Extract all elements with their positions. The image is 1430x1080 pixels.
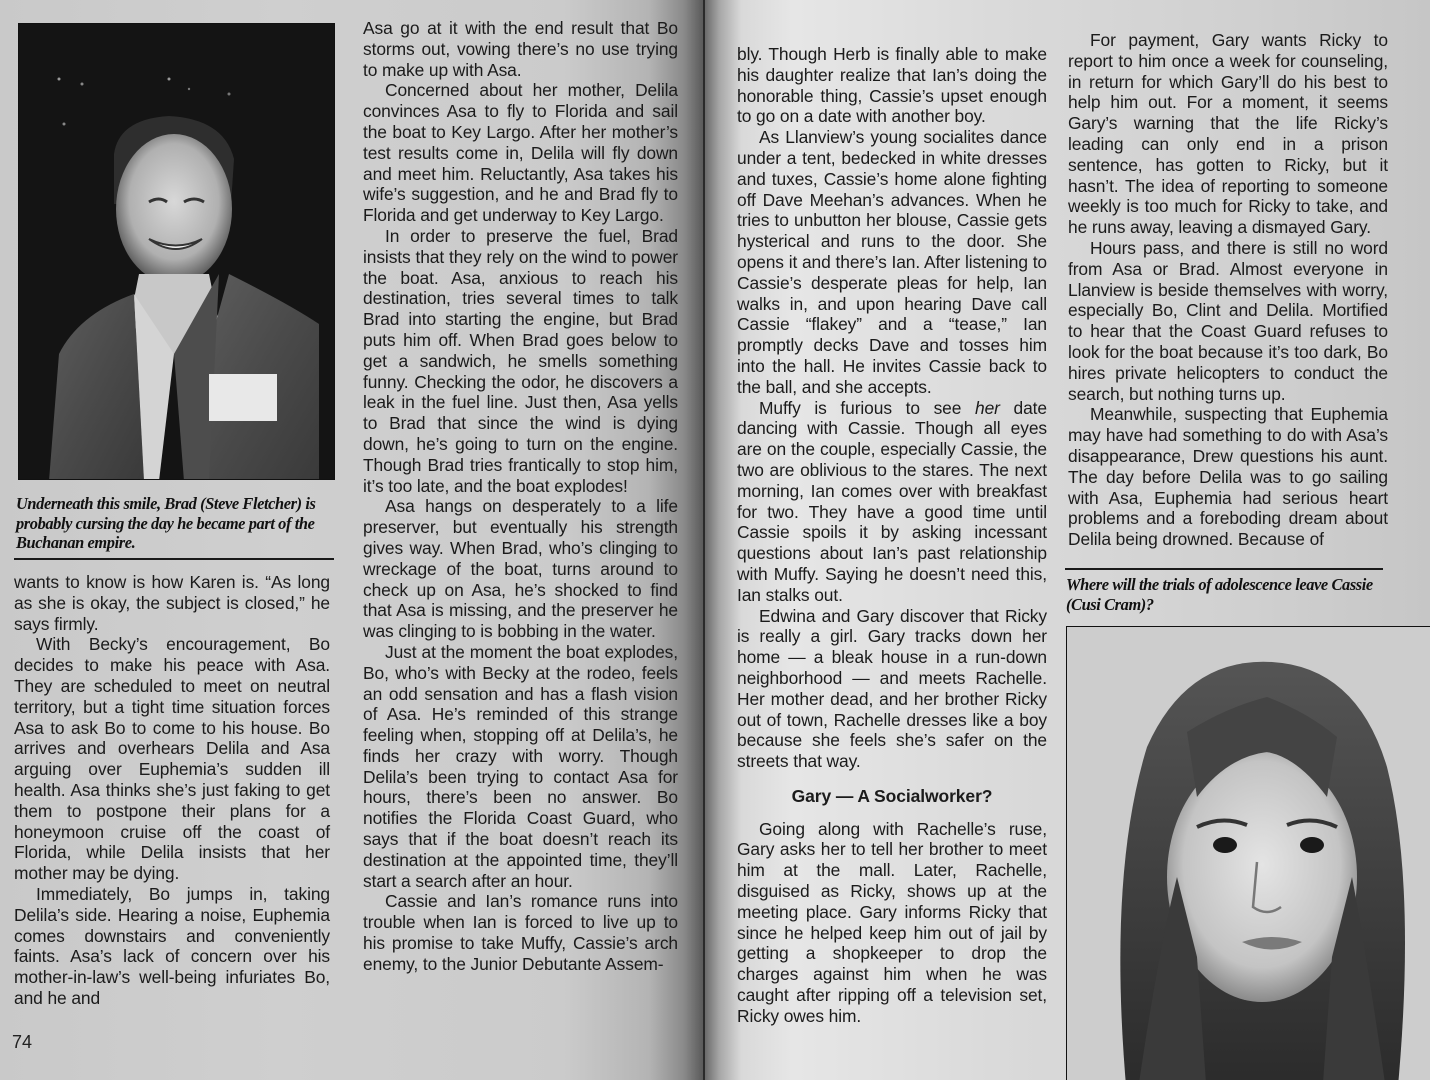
paragraph: Asa go at it with the end result that Bo storms out, vowing there’s no use trying to make up with Asa. bbox=[363, 18, 678, 80]
caption-divider bbox=[1065, 568, 1383, 570]
paragraph: As Llanview’s young socialites dance under a tent, bedecked in white dresses and tuxes, Cassie’s home alone fighting off Dave Meehan’s advances. When he tries to unbutton her blouse, Cassie gets hysterical and runs to the door. She opens it and there’s Ian. After listening to Cassie’s desperate pleas for help, Ian walks in, and upon hearing Dave call Cassie “flakey” and a “tease,” Ian promptly decks Dave and tosses him into the hall. He invites Cassie back to the ball, and she accepts. bbox=[737, 127, 1047, 397]
photo-brad bbox=[18, 23, 335, 480]
paragraph: With Becky’s encouragement, Bo decides to make his peace with Asa. They are scheduled to meet on neutral territory, but a tight time situation forces Asa to ask Bo to come to his house. Bo arrives and overhears Delila and Asa arguing over Euphemia’s sudden ill health. Asa thinks she’s just faking to get them to postpone their plans for a honeymoon cruise off the coast of Florida, while Delila insists that her mother may be dying. bbox=[14, 634, 330, 884]
paragraph: For payment, Gary wants Ricky to report to him once a week for counseling, in return for which Gary’ll do his best to help him out. For a moment, it seems Gary’s warning that the life Ricky’s leading can only end in a prison sentence, has gotten to Ricky, but it hasn’t. The idea of reporting to someone weekly is too much for Ricky to take, and he runs away, leaving a dismayed Gary. bbox=[1068, 30, 1388, 238]
photo-caption-cassie: Where will the trials of adolescence leave Cassie (Cusi Cram)? bbox=[1066, 575, 1373, 614]
paragraph: bly. Though Herb is finally able to make his daughter realize that Ian’s doing the honorable thing, Cassie’s upset enough to go on a date with another boy. bbox=[737, 44, 1047, 127]
paragraph: Edwina and Gary discover that Ricky is really a girl. Gary tracks down her home — a bleak house in a run-down neighborhood — and meets Rachelle. Her mother dead, and her brother Ricky out of town, Rachelle dresses like a boy because she feels she’s safer on the streets that way. bbox=[737, 605, 1047, 772]
page-number: 74 bbox=[12, 1032, 33, 1052]
article-column-2 bbox=[363, 18, 678, 975]
section-subhead: Gary — A Socialworker? bbox=[791, 785, 993, 806]
article-column-1 bbox=[14, 572, 330, 1009]
paragraph: Just at the moment the boat explodes, Bo, who’s with Becky at the rodeo, feels an odd sensation and has a flash vision of Asa. He’s reminded of this strange feeling when, stopping off at Delila’s, he finds her crazy with worry. Though Delila’s been trying to contact Asa for hours, there’s been no answer. Bo notifies the Florida Coast Guard, who says that if the boat doesn’t reach its destination at the appointed time, they’ll start a search after an hour. bbox=[363, 641, 678, 891]
paragraph: Going along with Rachelle’s ruse, Gary asks her to tell her brother to meet him at the mall. Later, Rachelle, disguised as Ricky, shows up at the meeting place. Gary informs Ricky that since he helped keep him out of jail by getting a shopkeeper to drop the charges against him when he was caught after ripping off a television set, Ricky owes him. bbox=[737, 818, 1047, 1026]
paragraph: Muffy is furious to see her date dancing with Cassie. Though all eyes are on the couple, especially Cassie, the two are oblivious to the stares. The next morning, Ian comes over with breakfast for two. They have a good time until Cassie spoils it by asking incessant questions about Ian’s past relationship with Muffy. Saying he doesn’t need this, Ian stalks out. bbox=[737, 397, 1047, 605]
paragraph: In order to preserve the fuel, Brad insists that they rely on the wind to power the boat. Asa, anxious to reach his destination, tries several times to talk Brad into starting the engine, but Brad puts him off. When Brad goes below to get a sandwich, he smells something funny. Checking the odor, he discovers a leak in the fuel line. Just then, Asa yells to Brad that since the wind is dying down, he’s going to turn on the engine. Though Brad tries frantically to stop him, it’s too late, and the boat explodes! bbox=[363, 225, 678, 496]
paragraph: Hours pass, and there is still no word from Asa or Brad. Almost everyone in Llanview is beside themselves with worry, especially Bo, Clint and Delila. Mortified to hear that the Coast Guard refuses to look for the boat because it’s too dark, Bo hires private helicopters to conduct the search, but nothing turns up. bbox=[1068, 237, 1388, 404]
paragraph: Asa hangs on desperately to a life preserver, but eventually his strength gives way. When Brad, who’s clinging to wreckage of the boat, turns around to check up on Asa, he’s shocked to find that Asa is missing, and the preserver he was clinging to is bobbing in the water. bbox=[363, 496, 678, 642]
emphasis: her bbox=[975, 397, 1000, 418]
paragraph: Meanwhile, suspecting that Euphemia may have had something to do with Asa’s disappearance, Drew questions his aunt. The day before Delila was to go sailing with Asa, Euphemia had serious heart problems and a foreboding dream about Delila being drowned. Because of bbox=[1068, 404, 1388, 550]
photo-caption-brad: Underneath this smile, Brad (Steve Fletcher) is probably cursing the day he became part of the Buchanan empire. bbox=[16, 494, 316, 552]
paragraph: Cassie and Ian’s romance runs into trouble when Ian is forced to live up to his promise to take Muffy, Cassie’s arch enemy, to the Junior Debutante Assem- bbox=[363, 891, 678, 974]
photo-brad-image bbox=[19, 24, 335, 480]
article-column-4 bbox=[1068, 30, 1388, 550]
left-page bbox=[0, 0, 705, 1080]
article-column-3 bbox=[737, 44, 1047, 1027]
paragraph: Concerned about her mother, Delila convinces Asa to fly to Florida and sail the boat to Key Largo. After her mother’s test results come in, Delila will fly down and meet him. Reluctantly, Asa takes his wife’s suggestion, and he and Brad fly to Florida and get underway to Key Largo. bbox=[363, 80, 678, 226]
photo-cassie bbox=[1066, 626, 1430, 1080]
photo-cassie-image bbox=[1067, 627, 1430, 1080]
paragraph: wants to know is how Karen is. “As long as she is okay, the subject is closed,” he says firmly. bbox=[14, 572, 330, 634]
paragraph: Immediately, Bo jumps in, taking Delila’s side. Hearing a noise, Euphemia comes downstairs and conveniently faints. Asa’s lack of concern over his mother-in-law’s well-being infuriates Bo, and he and bbox=[14, 883, 330, 1008]
caption-divider bbox=[14, 558, 334, 560]
